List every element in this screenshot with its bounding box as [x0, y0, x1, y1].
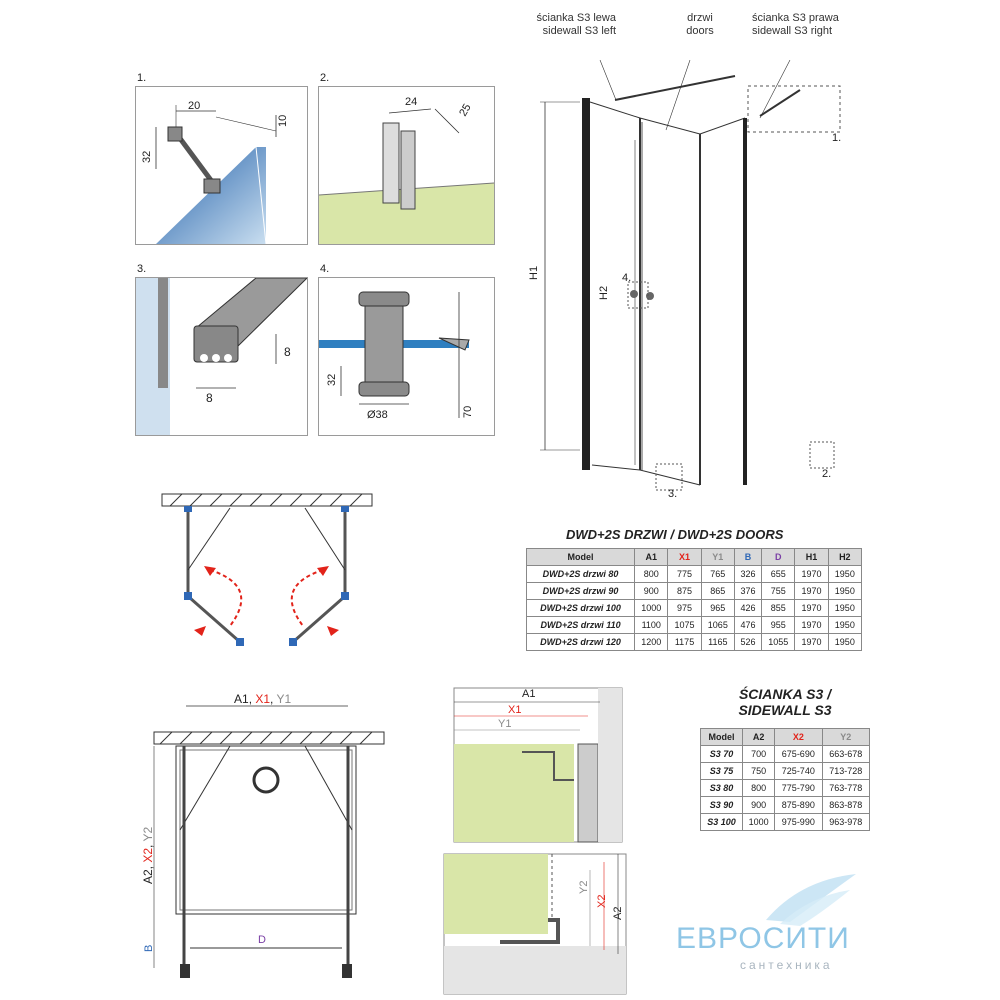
table-cell: 975-990: [775, 814, 822, 831]
detail-box-2: [810, 442, 834, 468]
panel-3-number: 3.: [137, 263, 147, 275]
wall-bracket: [168, 127, 182, 141]
dim-2-a: 24: [405, 96, 418, 108]
side-seal: [158, 278, 168, 388]
h2-label: H2: [598, 285, 610, 300]
doors-col-h2: H2: [828, 549, 861, 566]
table-cell: S3 70: [701, 746, 743, 763]
wall-table-title-line1: ŚCIANKA S3 /: [738, 686, 832, 702]
wall-table-header: [701, 729, 870, 746]
table-cell: DWD+2S drzwi 90: [527, 583, 635, 600]
callout-doors: [680, 12, 720, 38]
swing-door-right: [293, 598, 343, 642]
callout-left-wall-en: sidewall S3 left: [542, 25, 616, 37]
table-cell: 1200: [635, 634, 668, 651]
section-floor-bottom: [444, 854, 548, 934]
section-a2: A2: [612, 906, 624, 920]
panel-4-number: 4.: [320, 263, 330, 275]
table-cell: 1075: [668, 617, 701, 634]
table-row: [701, 814, 870, 831]
plan-sep-2: ,: [270, 692, 277, 706]
detail-1-drawing: [136, 87, 307, 244]
table-cell: DWD+2S drzwi 120: [527, 634, 635, 651]
doors-table-header: [527, 549, 862, 566]
table-cell: 900: [635, 583, 668, 600]
stabilizer-bar-top: [615, 76, 735, 100]
table-cell: 775: [668, 566, 701, 583]
table-row: [701, 797, 870, 814]
table-cell: 725-740: [775, 763, 822, 780]
plan-x1: X1: [255, 692, 271, 706]
table-cell: 1175: [668, 634, 701, 651]
plan-a2: A2: [141, 869, 155, 884]
table-cell: 1950: [828, 600, 861, 617]
table-cell: 1055: [762, 634, 795, 651]
table-cell: 713-728: [822, 763, 869, 780]
table-cell: S3 75: [701, 763, 743, 780]
wall-col-x2: X2: [775, 729, 822, 746]
callout-right-wall-pl: ścianka S3 prawa: [752, 12, 839, 24]
plan-x2: X2: [141, 847, 155, 863]
table-cell: 1970: [795, 583, 828, 600]
detail-4-drawing: [319, 278, 494, 435]
plan-d-label: D: [258, 934, 266, 946]
table-cell: 863-878: [822, 797, 869, 814]
doors-col-b: B: [734, 549, 761, 566]
plan-sep-4: ,: [141, 841, 155, 848]
table-cell: 1970: [795, 566, 828, 583]
table-cell: 376: [734, 583, 761, 600]
table-cell: 1950: [828, 617, 861, 634]
plan-sep-3: ,: [141, 862, 155, 870]
dim-4-a: 32: [326, 373, 338, 386]
table-cell: 1950: [828, 566, 861, 583]
callout-right-wall-en: sidewall S3 right: [752, 25, 833, 37]
doors-col-h1: H1: [795, 549, 828, 566]
detail-panel-3: [135, 277, 308, 436]
dim-1-b: 10: [277, 114, 289, 127]
watermark-wave-icon: [760, 870, 860, 930]
watermark-sub: сантехника: [740, 958, 833, 972]
table-cell: 865: [701, 583, 734, 600]
glass-channel: [401, 131, 415, 209]
dim-1-a: 20: [188, 100, 201, 112]
dim-4-c: Ø38: [367, 409, 388, 421]
glass-clamp: [204, 179, 220, 193]
section-y1: Y1: [498, 718, 512, 730]
wall-col-a2: A2: [743, 729, 775, 746]
section-y2: Y2: [578, 880, 590, 894]
detail-2-drawing: [319, 87, 494, 244]
detail-3-drawing: [136, 278, 307, 435]
plan-b-label: B: [143, 944, 155, 952]
doors-col-a1: A1: [635, 549, 668, 566]
table-row: [527, 600, 862, 617]
plan-y1: Y1: [276, 692, 292, 706]
table-row: [527, 617, 862, 634]
table-cell: 755: [762, 583, 795, 600]
watermark-brand: ЕВРОСИТИ: [676, 922, 850, 955]
section-x2: X2: [596, 894, 608, 908]
table-cell: 750: [743, 763, 775, 780]
callout-doors-en: doors: [686, 25, 714, 37]
wall-table-title: [730, 686, 840, 718]
table-cell: 855: [762, 600, 795, 617]
door-swing-diagram: [150, 490, 380, 660]
table-row: [701, 780, 870, 797]
h1-label: H1: [528, 265, 540, 280]
detail-panel-2: [318, 86, 495, 245]
table-cell: 965: [701, 600, 734, 617]
dim-4-b: 70: [462, 405, 474, 418]
table-cell: S3 90: [701, 797, 743, 814]
table-cell: 1970: [795, 600, 828, 617]
left-wall-profile: [582, 98, 590, 470]
front-view-drawing: [520, 60, 850, 500]
doors-table-title: DWD+2S DRZWI / DWD+2S DOORS: [566, 527, 784, 542]
table-cell: DWD+2S drzwi 80: [527, 566, 635, 583]
table-cell: 1950: [828, 583, 861, 600]
section-a1: A1: [522, 688, 536, 700]
table-cell: 800: [635, 566, 668, 583]
section-x1: X1: [508, 704, 522, 716]
section-view-top: [450, 686, 625, 844]
table-cell: 963-978: [822, 814, 869, 831]
table-cell: 1100: [635, 617, 668, 634]
dim-1-c: 32: [141, 150, 153, 163]
table-cell: 1065: [701, 617, 734, 634]
panel-1-number: 1.: [137, 72, 147, 84]
dim-3-b: 8: [284, 345, 291, 359]
swing-arc-right: [292, 570, 323, 626]
callout-right-wall: [752, 12, 862, 38]
marker-4-label: 4.: [622, 272, 632, 284]
table-cell: 426: [734, 600, 761, 617]
handle-knob: [365, 306, 403, 386]
table-cell: 763-778: [822, 780, 869, 797]
dim-3-a: 8: [206, 391, 213, 405]
table-cell: 675-690: [775, 746, 822, 763]
plan-a1: A1: [234, 692, 249, 706]
table-row: [701, 746, 870, 763]
dim-2-b: 25: [457, 101, 474, 119]
table-cell: 526: [734, 634, 761, 651]
table-cell: DWD+2S drzwi 100: [527, 600, 635, 617]
plan-sep-1: ,: [248, 692, 256, 706]
shower-tray: [176, 746, 356, 914]
table-cell: 1000: [635, 600, 668, 617]
marker-1-label: 1.: [832, 132, 842, 144]
table-cell: S3 100: [701, 814, 743, 831]
doors-col-x1: X1: [668, 549, 701, 566]
detail-panel-1: [135, 86, 308, 245]
table-cell: 476: [734, 617, 761, 634]
table-row: [527, 634, 862, 651]
table-cell: 700: [743, 746, 775, 763]
table-cell: 875-890: [775, 797, 822, 814]
doors-table: [526, 548, 862, 651]
swing-door-left: [190, 598, 240, 642]
table-cell: 955: [762, 617, 795, 634]
detail-panel-4: [318, 277, 495, 436]
table-cell: 765: [701, 566, 734, 583]
swing-arc-left: [210, 570, 241, 626]
callout-left-wall: [526, 12, 616, 38]
wall-table: [700, 728, 870, 831]
table-cell: 1950: [828, 634, 861, 651]
table-cell: 975: [668, 600, 701, 617]
wall-col-y2: Y2: [822, 729, 869, 746]
table-cell: 900: [743, 797, 775, 814]
table-cell: 655: [762, 566, 795, 583]
table-cell: 775-790: [775, 780, 822, 797]
table-row: [527, 583, 862, 600]
callout-left-wall-pl: ścianka S3 lewa: [536, 12, 616, 24]
section-floor-top: [454, 744, 574, 842]
table-cell: 800: [743, 780, 775, 797]
table-cell: DWD+2S drzwi 110: [527, 617, 635, 634]
table-cell: 1000: [743, 814, 775, 831]
wall-table-title-line2: SIDEWALL S3: [738, 702, 832, 718]
marker-3-label: 3.: [668, 488, 678, 500]
callout-doors-pl: drzwi: [687, 12, 713, 24]
wall-col-model: Model: [701, 729, 743, 746]
glass-panel-shape: [156, 147, 266, 244]
table-cell: 326: [734, 566, 761, 583]
panel-2-number: 2.: [320, 72, 330, 84]
doors-col-model: Model: [527, 549, 635, 566]
table-cell: 1165: [701, 634, 734, 651]
plan-y2: Y2: [141, 826, 155, 842]
table-cell: 1970: [795, 617, 828, 634]
section-view-bottom: [440, 850, 630, 998]
doors-col-d: D: [762, 549, 795, 566]
table-cell: S3 80: [701, 780, 743, 797]
plan-view-drawing: [150, 700, 390, 990]
marker-2-label: 2.: [822, 468, 832, 480]
table-cell: 663-678: [822, 746, 869, 763]
wall-profile: [383, 123, 399, 203]
table-row: [701, 763, 870, 780]
doors-col-y1: Y1: [701, 549, 734, 566]
table-cell: 1970: [795, 634, 828, 651]
table-cell: 875: [668, 583, 701, 600]
table-row: [527, 566, 862, 583]
